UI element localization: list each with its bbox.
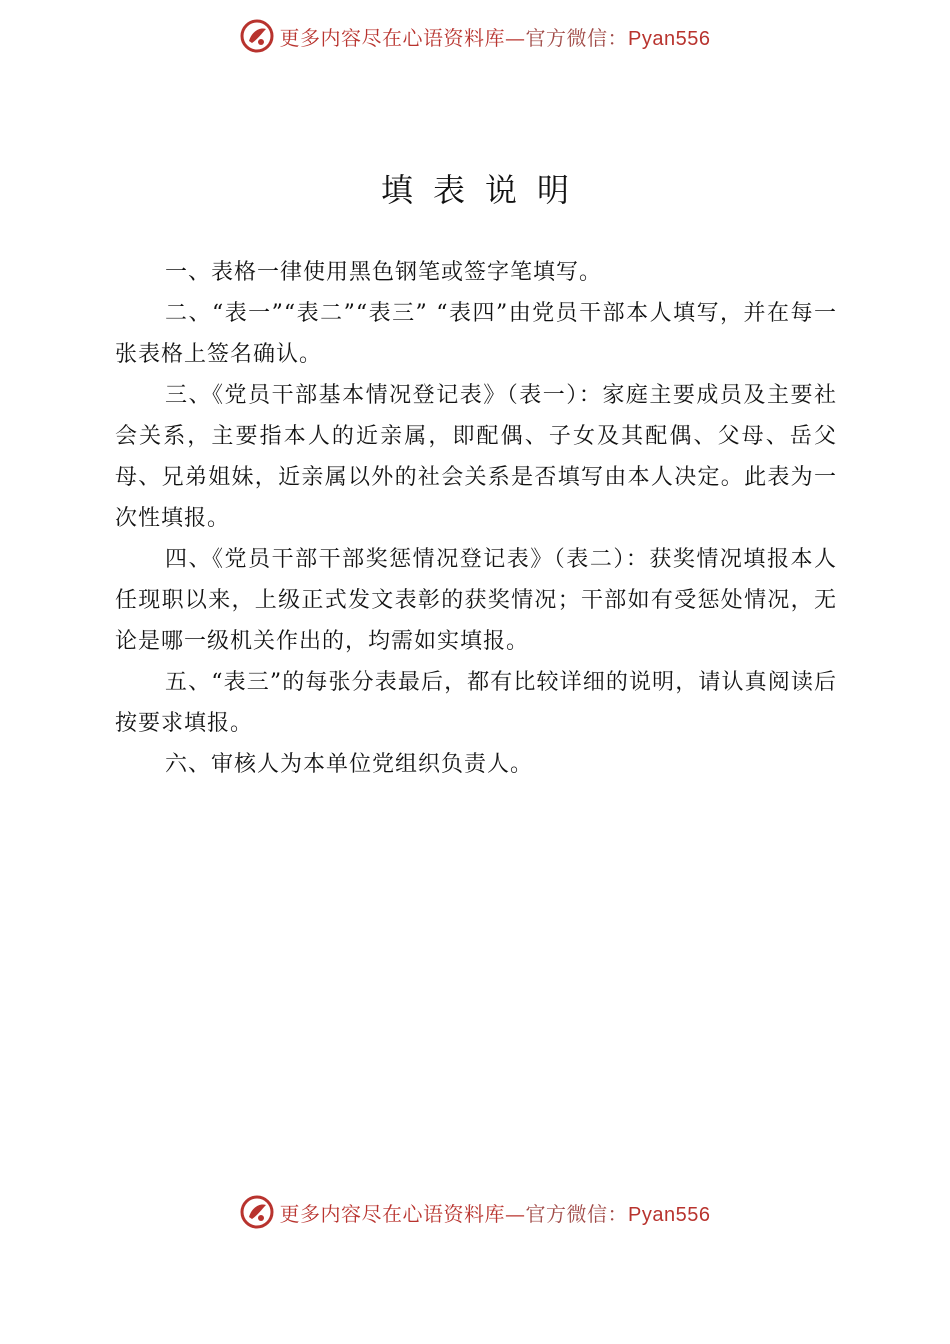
footer-banner [0,1190,950,1234]
instruction-paragraph-1: 一、表格一律使用黑色钢笔或签字笔填写。 [165,260,603,285]
header-separator: — [505,25,526,50]
document-body [115,252,837,785]
footer-wechat-label: 官方微信： [525,1201,629,1226]
document-title: 填表说明 [380,171,589,209]
header-wechat-label: 官方微信： [525,25,629,50]
instruction-paragraph-4: 四、《党员干部干部奖惩情况登记表》（表二）：获奖情况填报本人任现职以来，上级正式发文表彰的获奖情况；干部如有受惩处情况，无论是哪一级机关作出的，均需如实填报。 [115,547,837,654]
header-banner [0,14,950,58]
instruction-paragraph-2: 二、“表一”“表二”“表三” “表四”由党员干部本人填写，并在每一张表格上签名确认。 [115,301,837,367]
header-site-text: 更多内容尽在心语资料库 [279,25,506,50]
red-circle-logo-icon [240,19,274,53]
instruction-paragraph-6: 六、审核人为本单位党组织负责人。 [165,752,534,777]
footer-separator: — [505,1201,526,1226]
header-banner-text [280,22,711,51]
instruction-paragraph-5: 五、“表三”的每张分表最后，都有比较详细的说明，请认真阅读后按要求填报。 [115,670,837,736]
header-wechat-id: Pyan556 [628,27,711,50]
footer-wechat-id: Pyan556 [628,1203,711,1226]
instruction-paragraph-3: 三、《党员干部基本情况登记表》（表一）：家庭主要成员及主要社会关系，主要指本人的近亲属，即配偶、子女及其配偶、父母、岳父母、兄弟姐妹，近亲属以外的社会关系是否填写由本人决定。此表为一次性填报。 [115,383,837,531]
red-circle-logo-icon [240,1195,274,1229]
footer-banner-text [280,1198,711,1227]
footer-site-text: 更多内容尽在心语资料库 [279,1201,506,1226]
